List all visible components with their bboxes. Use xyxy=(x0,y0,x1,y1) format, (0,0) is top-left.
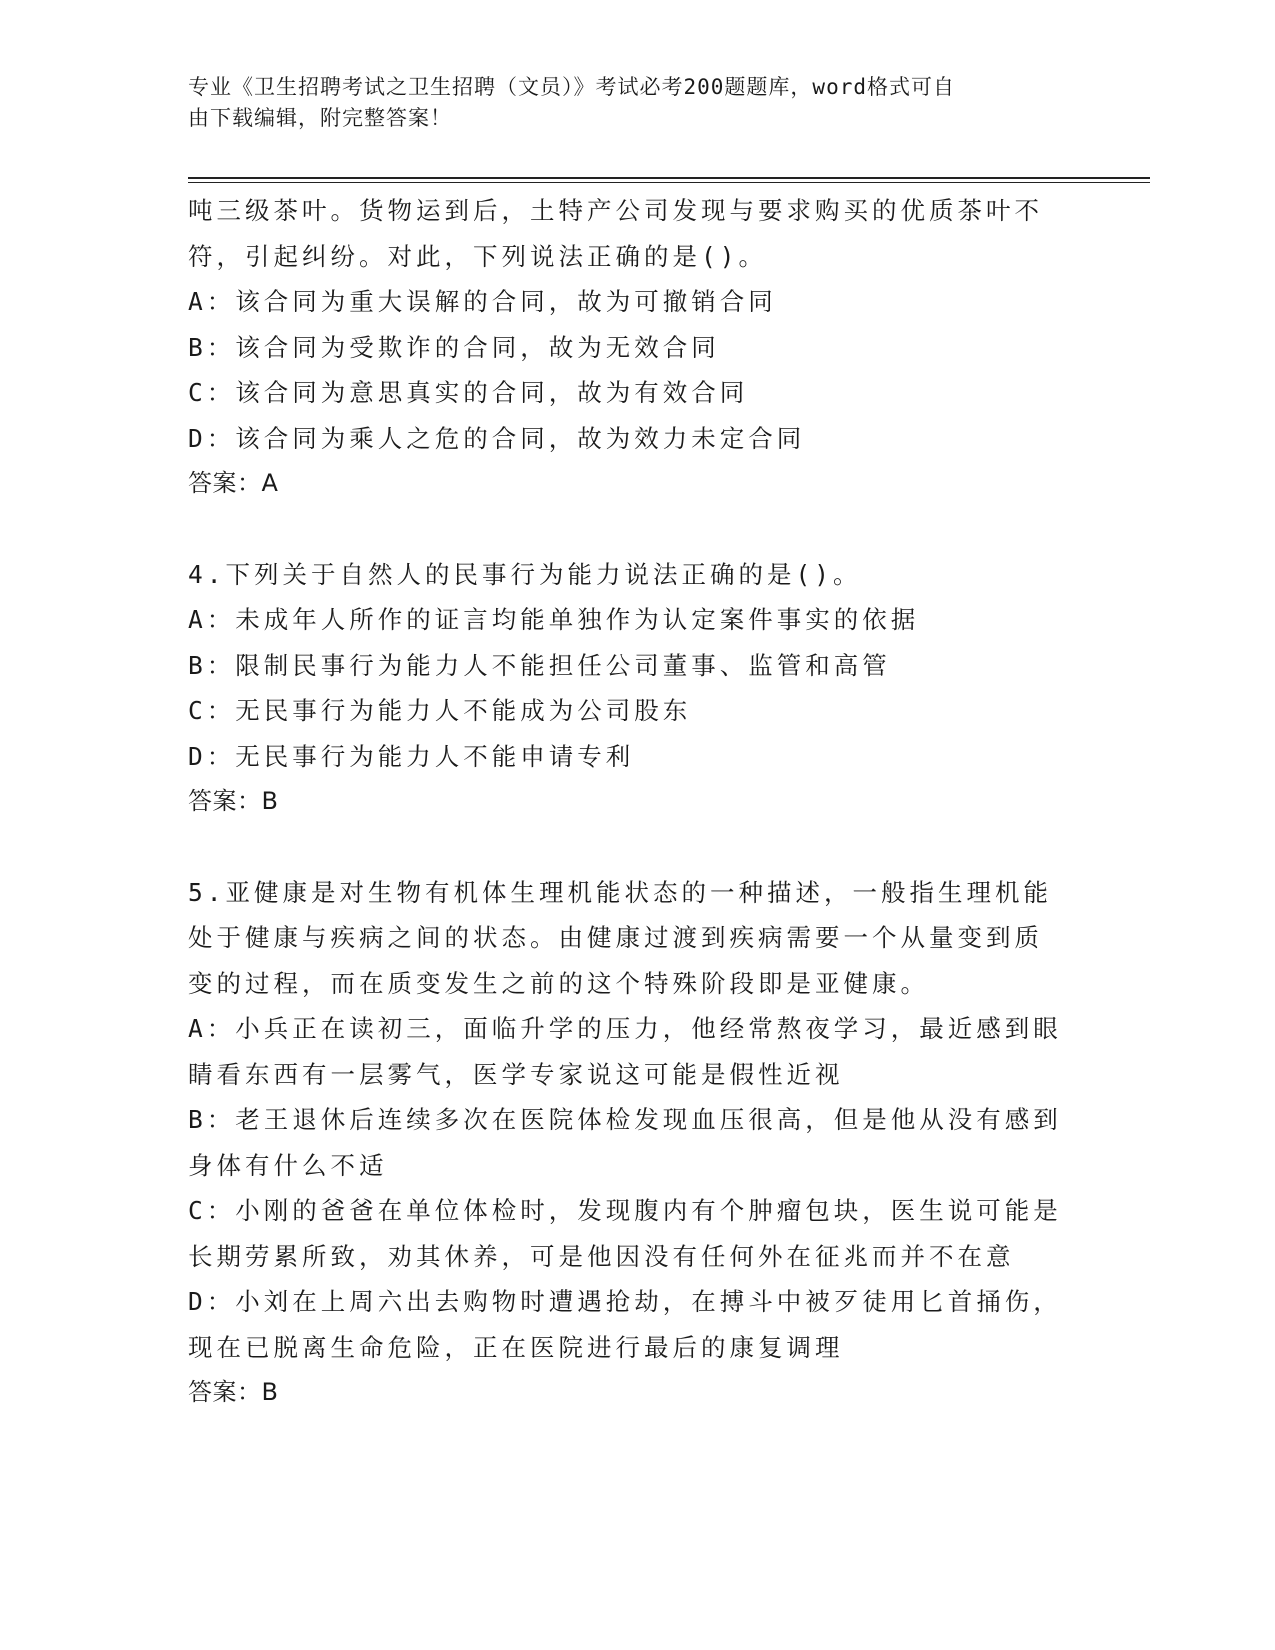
question-3 xyxy=(188,188,1088,507)
header-line-2: 由下载编辑，附完整答案！ xyxy=(188,106,452,130)
question-stem-line: 吨三级茶叶。货物运到后，土特产公司发现与要求购买的优质茶叶不 xyxy=(188,196,1043,225)
option-d-continued: 现在已脱离生命危险，正在医院进行最后的康复调理 xyxy=(188,1332,844,1362)
question-stem-line: 变的过程，而在质变发生之前的这个特殊阶段即是亚健康。 xyxy=(188,968,929,998)
question-5 xyxy=(188,870,1088,1416)
spacer xyxy=(188,507,1088,552)
option-b: B：限制民事行为能力人不能担任公司董事、监管和高管 xyxy=(188,650,891,680)
header-line-1: 专业《卫生招聘考试之卫生招聘（文员）》考试必考200题题库，word格式可自 xyxy=(188,75,955,99)
option-c-continued: 长期劳累所致，劝其休养，可是他因没有任何外在征兆而并不在意 xyxy=(188,1241,1015,1271)
option-b: B：老王退休后连续多次在医院体检发现血压很高，但是他从没有感到 xyxy=(188,1105,1062,1134)
option-a-continued: 睛看东西有一层雾气，医学专家说这可能是假性近视 xyxy=(188,1059,844,1089)
header-rule-thin xyxy=(188,182,1150,183)
spacer xyxy=(188,825,1088,870)
option-c: C：该合同为意思真实的合同，故为有效合同 xyxy=(188,378,749,407)
option-c: C：无民事行为能力人不能成为公司股东 xyxy=(188,696,692,725)
question-stem-line: 5.亚健康是对生物有机体生理机能状态的一种描述，一般指生理机能 xyxy=(188,877,1052,907)
question-4 xyxy=(188,552,1088,825)
page-header xyxy=(188,72,1068,134)
option-b-continued: 身体有什么不适 xyxy=(188,1150,388,1180)
option-a: A：小兵正在读初三，面临升学的压力，他经常熬夜学习，最近感到眼 xyxy=(188,1014,1062,1043)
answer-line: 答案：B xyxy=(188,1378,279,1406)
option-a: A：未成年人所作的证言均能单独作为认定案件事实的依据 xyxy=(188,605,920,634)
option-d: D：小刘在上周六出去购物时遭遇抢劫，在搏斗中被歹徒用匕首捅伤， xyxy=(188,1287,1062,1316)
question-stem-line: 符，引起纠纷。对此，下列说法正确的是()。 xyxy=(188,241,767,271)
option-a: A：该合同为重大误解的合同，故为可撤销合同 xyxy=(188,287,777,316)
question-content xyxy=(188,188,1088,1416)
question-stem-line: 4.下列关于自然人的民事行为能力说法正确的是()。 xyxy=(188,559,862,589)
answer-line: 答案：A xyxy=(188,469,279,497)
header-rule-thick xyxy=(188,177,1150,179)
option-b: B：该合同为受欺诈的合同，故为无效合同 xyxy=(188,332,720,362)
option-c: C：小刚的爸爸在单位体检时，发现腹内有个肿瘤包块，医生说可能是 xyxy=(188,1196,1062,1225)
option-d: D：无民事行为能力人不能申请专利 xyxy=(188,741,635,771)
option-d: D：该合同为乘人之危的合同，故为效力未定合同 xyxy=(188,423,806,453)
question-stem-line: 处于健康与疾病之间的状态。由健康过渡到疾病需要一个从量变到质 xyxy=(188,923,1043,952)
answer-line: 答案：B xyxy=(188,787,279,815)
